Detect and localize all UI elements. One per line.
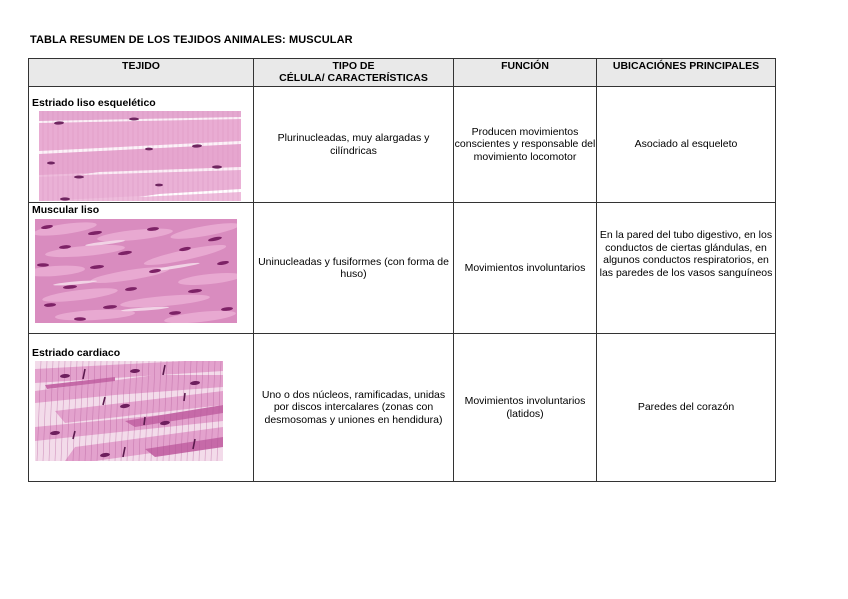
document-title: TABLA RESUMEN DE LOS TEJIDOS ANIMALES: MUSCULAR [30, 34, 353, 46]
table-row [29, 87, 776, 203]
tipo-cell-smooth: Uninucleadas y fusiformes (con forma de huso) [254, 203, 454, 334]
table-header-row [29, 59, 776, 87]
cardiac-muscle-micrograph [35, 361, 223, 461]
table-row [29, 334, 776, 482]
tissue-cell-cardiac [29, 334, 254, 482]
tissue-name-cardiac: Estriado cardiaco [32, 347, 121, 359]
header-tipo-celula [254, 59, 454, 87]
ubicaciones-cell-skeletal: Asociado al esqueleto [597, 87, 776, 203]
header-tipo-line1: TIPO DE [332, 60, 375, 72]
tipo-cell-cardiac: Uno o dos núcleos, ramificadas, unidas por discos intercalares (zonas con desmosomas y uniones en hendidura) [254, 334, 454, 482]
header-ubicaciones: UBICACIÓNES PRINCIPALES [597, 59, 776, 87]
header-tipo-line2: CÉLULA/ CARACTERÍSTICAS [279, 72, 428, 84]
tissue-name-skeletal: Estriado liso esquelético [32, 97, 156, 109]
tissue-name-smooth: Muscular liso [32, 204, 100, 216]
skeletal-muscle-micrograph [39, 111, 241, 201]
ubicaciones-cell-smooth: En la pared del tubo digestivo, en los conductos de ciertas glándulas, en algunos conductos respiratorios, en las paredes de los vasos sanguíneos [597, 203, 776, 334]
tipo-cell-skeletal: Plurinucleadas, muy alargadas y cilíndricas [254, 87, 454, 203]
header-tejido: TEJIDO [29, 59, 254, 87]
header-funcion: FUNCIÓN [454, 59, 597, 87]
tissue-cell-smooth [29, 203, 254, 334]
funcion-cell-skeletal: Producen movimientos conscientes y responsable del movimiento locomotor [454, 87, 597, 203]
muscle-summary-table [28, 58, 776, 482]
funcion-cell-smooth: Movimientos involuntarios [454, 203, 597, 334]
tissue-cell-skeletal [29, 87, 254, 203]
ubicaciones-cell-cardiac: Paredes del corazón [597, 334, 776, 482]
funcion-cell-cardiac: Movimientos involuntarios (latidos) [454, 334, 597, 482]
table-row [29, 203, 776, 334]
smooth-muscle-micrograph [35, 219, 237, 323]
